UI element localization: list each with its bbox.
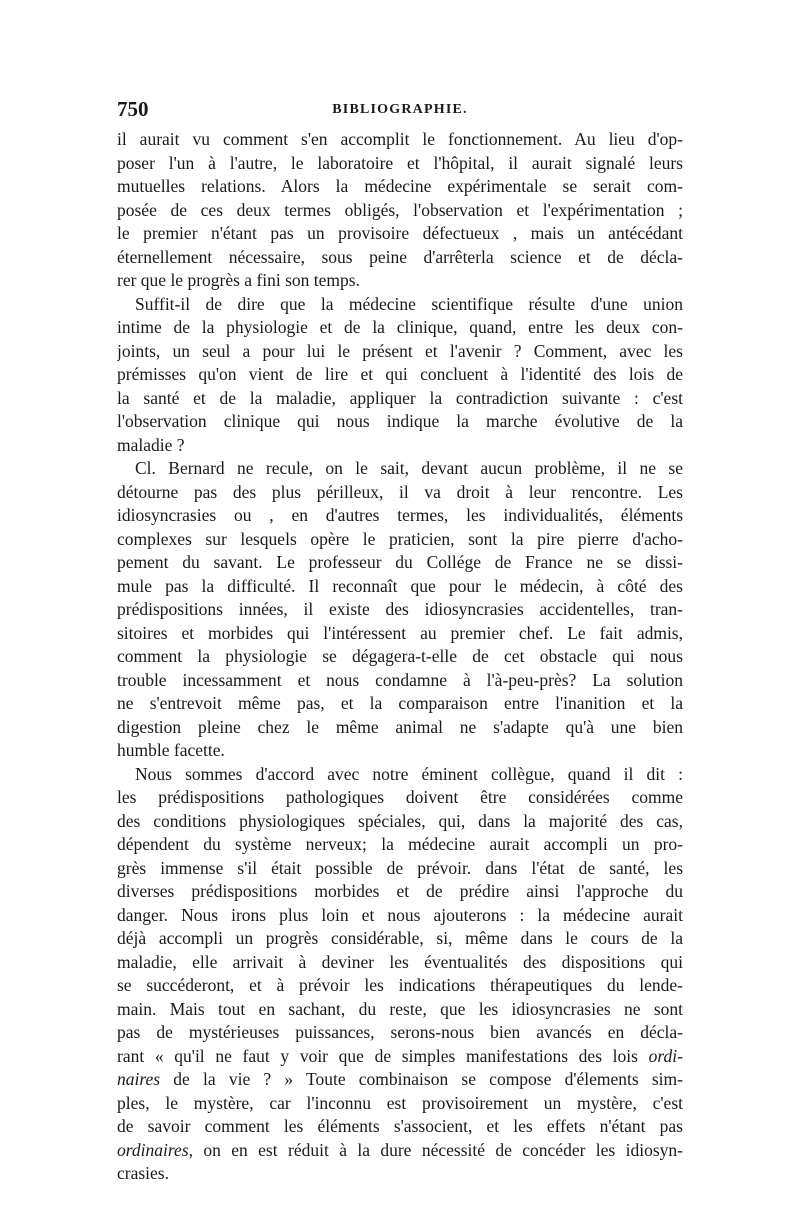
text-line	[117, 528, 683, 552]
text-segment: pas de mystérieuses puissances, serons-nous bien avancés en décla-	[117, 1022, 683, 1042]
text-segment: la santé et de la maladie, appliquer la contradiction suivante : c'est	[117, 387, 683, 408]
text-segment: humble facette.	[117, 740, 225, 760]
text-line	[117, 316, 683, 340]
text-line	[117, 622, 683, 646]
text-segment: maladie, elle arrivait à deviner les éventualités des dispositions qui	[117, 951, 683, 972]
text-segment: Nous sommes d'accord avec notre éminent collègue, quand il dit :	[135, 763, 683, 784]
text-segment: pement du savant. Le professeur du Collége de France ne se dissi-	[117, 552, 683, 572]
text-line	[117, 645, 683, 669]
text-segment: sitoires et morbides qui l'intéressent au premier chef. Le fait admis,	[117, 622, 683, 643]
text-line	[117, 363, 683, 387]
text-line	[117, 692, 683, 716]
text-line	[117, 1045, 683, 1069]
italic-text: ordinaires,	[117, 1139, 193, 1160]
text-segment: le premier n'étant pas un provisoire défectueux , mais un antécédant	[117, 223, 683, 243]
italic-text: naires	[117, 1069, 161, 1089]
text-segment: il aurait vu comment s'en accomplit le fonctionnement. Au lieu d'op-	[117, 129, 683, 149]
text-line	[117, 575, 683, 599]
text-segment: danger. Nous irons plus loin et nous ajouterons : la médecine aurait	[117, 904, 683, 925]
text-line	[117, 175, 683, 199]
text-segment: rant « qu'il ne faut y voir que de simples manifestations des lois	[117, 1045, 649, 1066]
text-line	[117, 998, 683, 1022]
text-line	[117, 387, 683, 411]
text-segment: trouble incessamment et nous condamne à l'à-peu-près? La solution	[117, 669, 683, 690]
text-segment: on en est réduit à la dure nécessité de concéder les idiosyn-	[193, 1139, 683, 1160]
text-segment: intime de la physiologie et de la clinique, quand, entre les deux con-	[117, 317, 683, 337]
text-segment: les prédispositions pathologiques doivent être considérées comme	[117, 787, 683, 807]
text-segment: de savoir comment les éléments s'associent, et les effets n'étant pas	[117, 1116, 683, 1136]
page-header	[117, 97, 683, 123]
text-line	[117, 951, 683, 975]
text-line	[117, 833, 683, 857]
text-segment: prédispositions innées, il existe des idiosyncrasies accidentelles, tran-	[117, 599, 683, 619]
text-segment: poser l'un à l'autre, le laboratoire et l'hôpital, il aurait signalé leurs	[117, 152, 683, 173]
text-line	[117, 598, 683, 622]
text-segment: complexes sur lesquels opère le praticien, sont la pire pierre d'acho-	[117, 528, 683, 549]
running-title: BIBLIOGRAPHIE.	[332, 102, 468, 117]
text-line	[117, 481, 683, 505]
text-segment: des conditions physiologiques spéciales, qui, dans la majorité des cas,	[117, 810, 683, 831]
text-segment: se succéderont, et à prévoir les indications thérapeutiques du lende-	[117, 975, 683, 995]
text-line	[117, 1021, 683, 1045]
text-line	[117, 457, 683, 481]
text-line	[117, 222, 683, 246]
text-segment: rer que le progrès a fini son temps.	[117, 270, 360, 290]
text-line	[117, 1139, 683, 1163]
text-segment: détourne pas des plus périlleux, il va droit à leur rencontre. Les	[117, 481, 683, 502]
text-segment: grès immense s'il était possible de prévoir. dans l'état de santé, les	[117, 857, 683, 878]
text-line	[117, 293, 683, 317]
text-segment: main. Mais tout en sachant, du reste, que les idiosyncrasies ne sont	[117, 998, 683, 1019]
text-segment: digestion pleine chez le même animal ne s'adapte qu'à une bien	[117, 716, 683, 737]
text-line	[117, 739, 683, 763]
text-line	[117, 763, 683, 787]
text-segment: l'observation clinique qui nous indique la marche évolutive de la	[117, 411, 683, 431]
text-line	[117, 1092, 683, 1116]
text-segment: maladie ?	[117, 434, 185, 455]
text-line	[117, 810, 683, 834]
text-segment: diverses prédispositions morbides et de prédire ainsi l'approche du	[117, 881, 683, 901]
text-segment: Suffit-il de dire que la médecine scientifique résulte d'une union	[135, 293, 683, 314]
text-line	[117, 199, 683, 223]
text-segment: Cl. Bernard ne recule, on le sait, devant aucun problème, il ne se	[135, 458, 683, 478]
text-segment: déjà accompli un progrès considérable, si, même dans le cours de la	[117, 928, 683, 948]
page-number: 750	[117, 97, 149, 121]
text-line	[117, 880, 683, 904]
text-line	[117, 128, 683, 152]
text-line	[117, 716, 683, 740]
text-line	[117, 857, 683, 881]
body-text	[117, 128, 683, 1186]
text-line	[117, 1115, 683, 1139]
text-segment: prémisses qu'on vient de lire et qui concluent à l'identité des lois de	[117, 364, 683, 384]
text-line	[117, 974, 683, 998]
text-segment: dépendent du système nerveux; la médecine aurait accompli un pro-	[117, 834, 683, 854]
text-line	[117, 340, 683, 364]
text-line	[117, 1068, 683, 1092]
text-line	[117, 434, 683, 458]
text-line	[117, 410, 683, 434]
text-segment: mule pas la difficulté. Il reconnaît que pour le médecin, à côté des	[117, 575, 683, 596]
text-line	[117, 504, 683, 528]
text-segment: éternellement nécessaire, sous peine d'arrêterla science et de décla-	[117, 246, 683, 267]
text-segment: crasies.	[117, 1163, 169, 1183]
text-line	[117, 1162, 683, 1186]
text-segment: ples, le mystère, car l'inconnu est provisoirement un mystère, c'est	[117, 1092, 683, 1113]
text-segment: posée de ces deux termes obligés, l'observation et l'expérimentation ;	[117, 199, 683, 220]
text-line	[117, 152, 683, 176]
text-segment: mutuelles relations. Alors la médecine expérimentale se serait com-	[117, 176, 683, 196]
text-segment: idiosyncrasies ou , en d'autres termes, les individualités, éléments	[117, 505, 683, 525]
text-line	[117, 669, 683, 693]
text-segment: comment la physiologie se dégagera-t-elle de cet obstacle qui nous	[117, 646, 683, 666]
text-line	[117, 904, 683, 928]
text-line	[117, 269, 683, 293]
text-line	[117, 786, 683, 810]
text-line	[117, 927, 683, 951]
text-line	[117, 246, 683, 270]
text-segment: de la vie ? » Toute combinaison se compose d'élements sim-	[160, 1069, 683, 1089]
text-segment: joints, un seul a pour lui le présent et l'avenir ? Comment, avec les	[117, 340, 683, 361]
text-line	[117, 551, 683, 575]
text-segment: ne s'entrevoit même pas, et la comparaison entre l'inanition et la	[117, 693, 683, 713]
italic-text: ordi-	[648, 1045, 683, 1066]
